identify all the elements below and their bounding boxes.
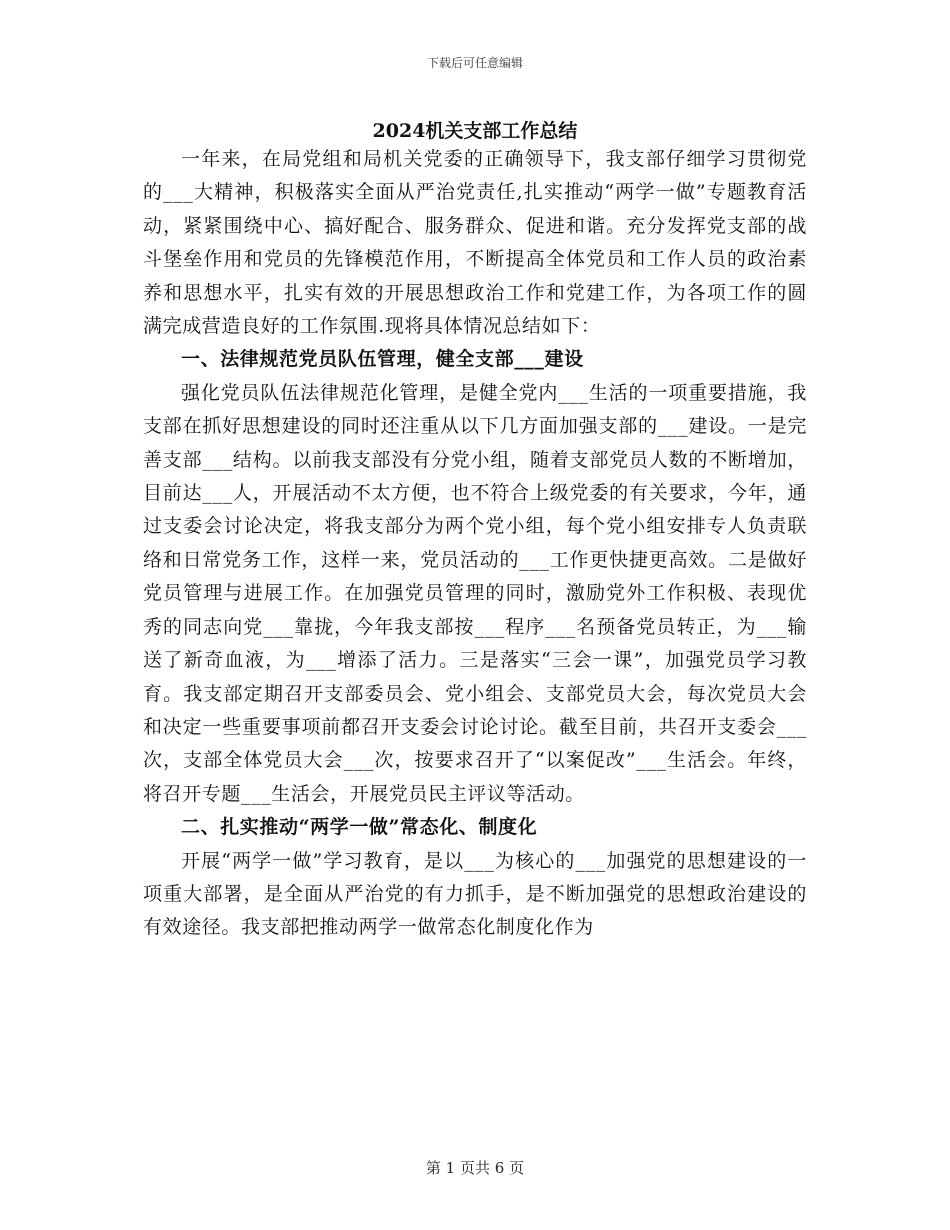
intro-paragraph: 一年来，在局党组和局机关党委的正确领导下，我支部仔细学习贯彻党的___大精神，积极落实全面从严治党责任,扎实推动“两学一做”专题教育活动，紧紧围绕中心、搞好配合、服务群众、促进和谐。充分发挥党支部的战斗堡垒作用和党员的先锋模范作用，不断提高全体党员和工作人员的政治素养和思想水平，扎实有效的开展思想政治工作和党建工作，为各项工作的圆满完成营造良好的工作氛围.现将具体情况总结如下： bbox=[143, 148, 807, 338]
document-title: 2024机关支部工作总结 bbox=[372, 120, 578, 142]
document-body bbox=[143, 143, 807, 945]
section-1-paragraph: 强化党员队伍法律规范化管理，是健全党内___生活的一项重要措施，我支部在抓好思想建设的同时还注重从以下几方面加强支部的___建设。一是完善支部___结构。以前我支部没有分党小组，随着支部党员人数的不断增加，目前达___人，开展活动不太方便，也不符合上级党委的有关要求，今年，通过支委会讨论决定，将我支部分为两个党小组，每个党小组安排专人负责联络和日常党务工作，这样一来，党员活动的___工作更快捷更高效。二是做好党员管理与进展工作。在加强党员管理的同时，激励党外工作积极、表现优秀的同志向党___靠拢，今年我支部按___程序___名预备党员转正，为___输送了新奇血液，为___增添了活力。三是落实“三会一课”，加强党员学习教育。我支部定期召开支部委员会、党小组会、支部党员大会，每次党员大会和决定一些重要事项前都召开支委会讨论讨论。截至目前，共召开支委会___次，支部全体党员大会___次，按要求召开了“以案促改”___生活会。年终，将召开专题___生活会，开展党员民主评议等活动。 bbox=[143, 381, 807, 805]
section-1-heading: 一、法律规范党员队伍管理，健全支部___建设 bbox=[181, 348, 584, 371]
page-number-footer: 第 1 页共 6 页 bbox=[425, 1159, 525, 1177]
section-2-paragraph: 开展“两学一做”学习教育，是以___为核心的___加强党的思想建设的一项重大部署，是全面从严治党的有力抓手，是不断加强党的思想政治建设的有效途径。我支部把推动两学一做常态化制度化作为 bbox=[143, 849, 807, 939]
page-header-note: 下载后可任意编辑 bbox=[426, 56, 523, 70]
section-2-heading: 二、扎实推动“两学一做”常态化、制度化 bbox=[181, 816, 538, 839]
